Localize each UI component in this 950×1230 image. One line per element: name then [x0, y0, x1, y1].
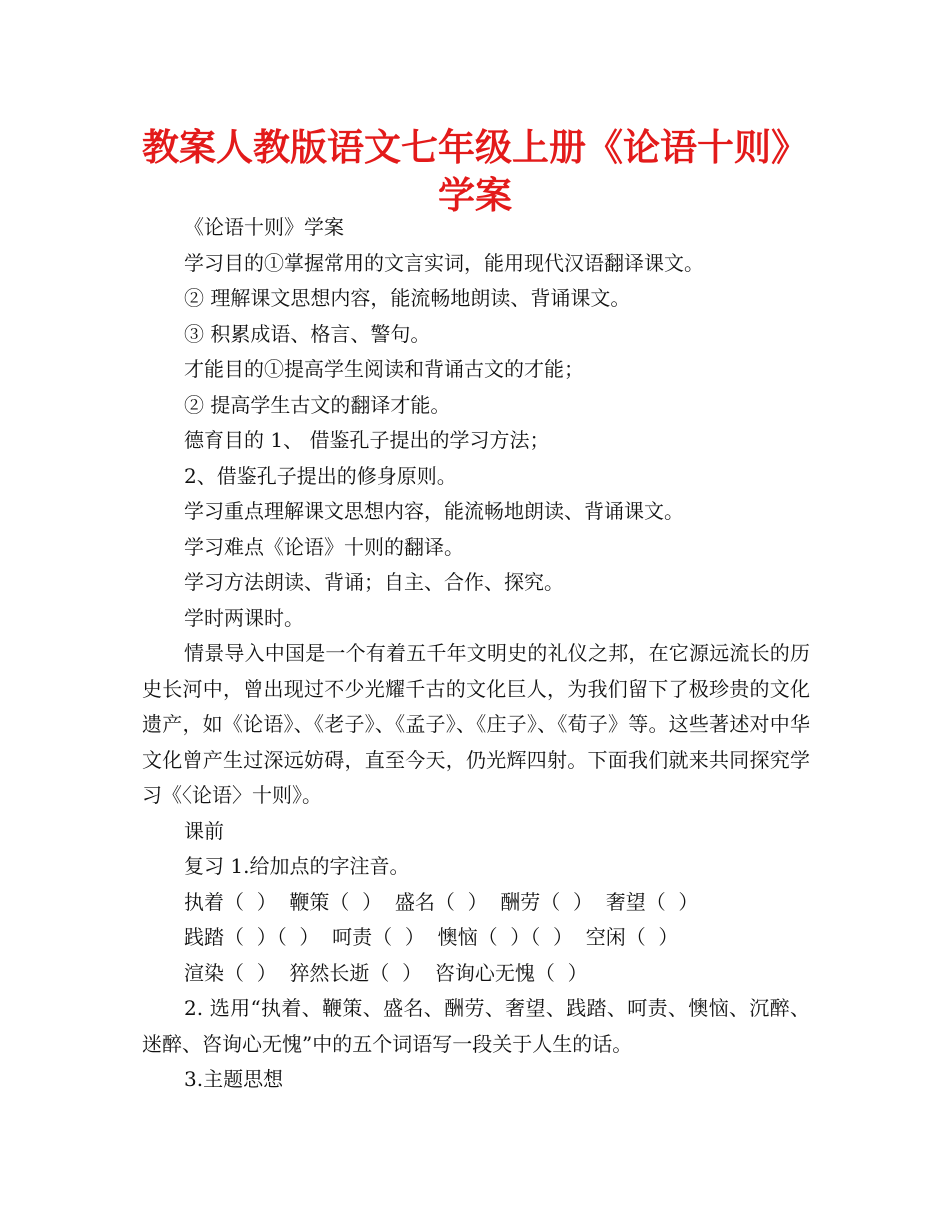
moral-goal-line: 德育目的 1、 借鉴孔子提出的学习方法；: [184, 428, 550, 452]
intro-paragraph: 情景导入中国是一个有着五千年文明史的礼仪之邦，在它源远流长的历史长河中，曾出现过不少光耀千古的文化巨人，为我们留下了极珍贵的文化遗产，如《论语》、《老子》、《孟子》、《庄子》、《荀子》等。这些著述对中华文化曾产生过深远妨碍，直至今天，仍光辉四射。下面我们就来共同探究学习《〈论语〉十则》。: [142, 641, 810, 807]
exercise-row-1: 执着（ ） 鞭策（ ） 盛名（ ） 酬劳（ ） 奢望（ ）: [184, 889, 699, 914]
document-title-line-2: 学案: [438, 174, 512, 217]
subtitle-line: 《论语十则》学案: [184, 215, 344, 239]
pre-class-line: 课前: [184, 818, 224, 843]
question-3-line: 3.主题思想: [184, 1067, 284, 1091]
ability-goal-line: 才能目的①提高学生阅读和背诵古文的才能；: [184, 357, 584, 381]
question-2-paragraph: 2. 选用“执着、鞭策、盛名、酬劳、奢望、践踏、呵责、懊恼、沉醉、迷醉、咨询心无愧”中的五个词语写一段关于人生的话。: [142, 996, 810, 1056]
moral-goal-line-2: 2、借鉴孔子提出的修身原则。: [184, 463, 457, 488]
review-line: 复习 1.给加点的字注音。: [184, 854, 410, 878]
difficulty-line: 学习难点《论语》十则的翻译。: [184, 534, 464, 559]
key-point-line: 学习重点理解课文思想内容，能流畅地朗读、背诵课文。: [184, 499, 684, 523]
learning-goal-line-2: ② 理解课文思想内容，能流畅地朗读、背诵课文。: [184, 286, 631, 310]
document-title-line-1: 教案人教版语文七年级上册《论语十则》: [142, 126, 808, 169]
learning-goal-line-3: ③ 积累成语、格言、警句。: [184, 321, 431, 346]
exercise-row-2: 践踏（ ）（ ） 呵责（ ） 懊恼（ ）（ ） 空闲（ ）: [184, 925, 679, 949]
class-hours-line: 学时两课时。: [184, 605, 304, 630]
exercise-row-3: 渲染（ ） 猝然长逝（ ） 咨询心无愧（ ）: [184, 960, 588, 985]
learning-goal-line: 学习目的①掌握常用的文言实词，能用现代汉语翻译课文。: [184, 250, 704, 275]
document-body: [142, 210, 810, 1098]
ability-goal-line-2: ② 提高学生古文的翻译才能。: [184, 392, 451, 417]
method-line: 学习方法朗读、背诵；自主、合作、探究。: [184, 570, 564, 594]
